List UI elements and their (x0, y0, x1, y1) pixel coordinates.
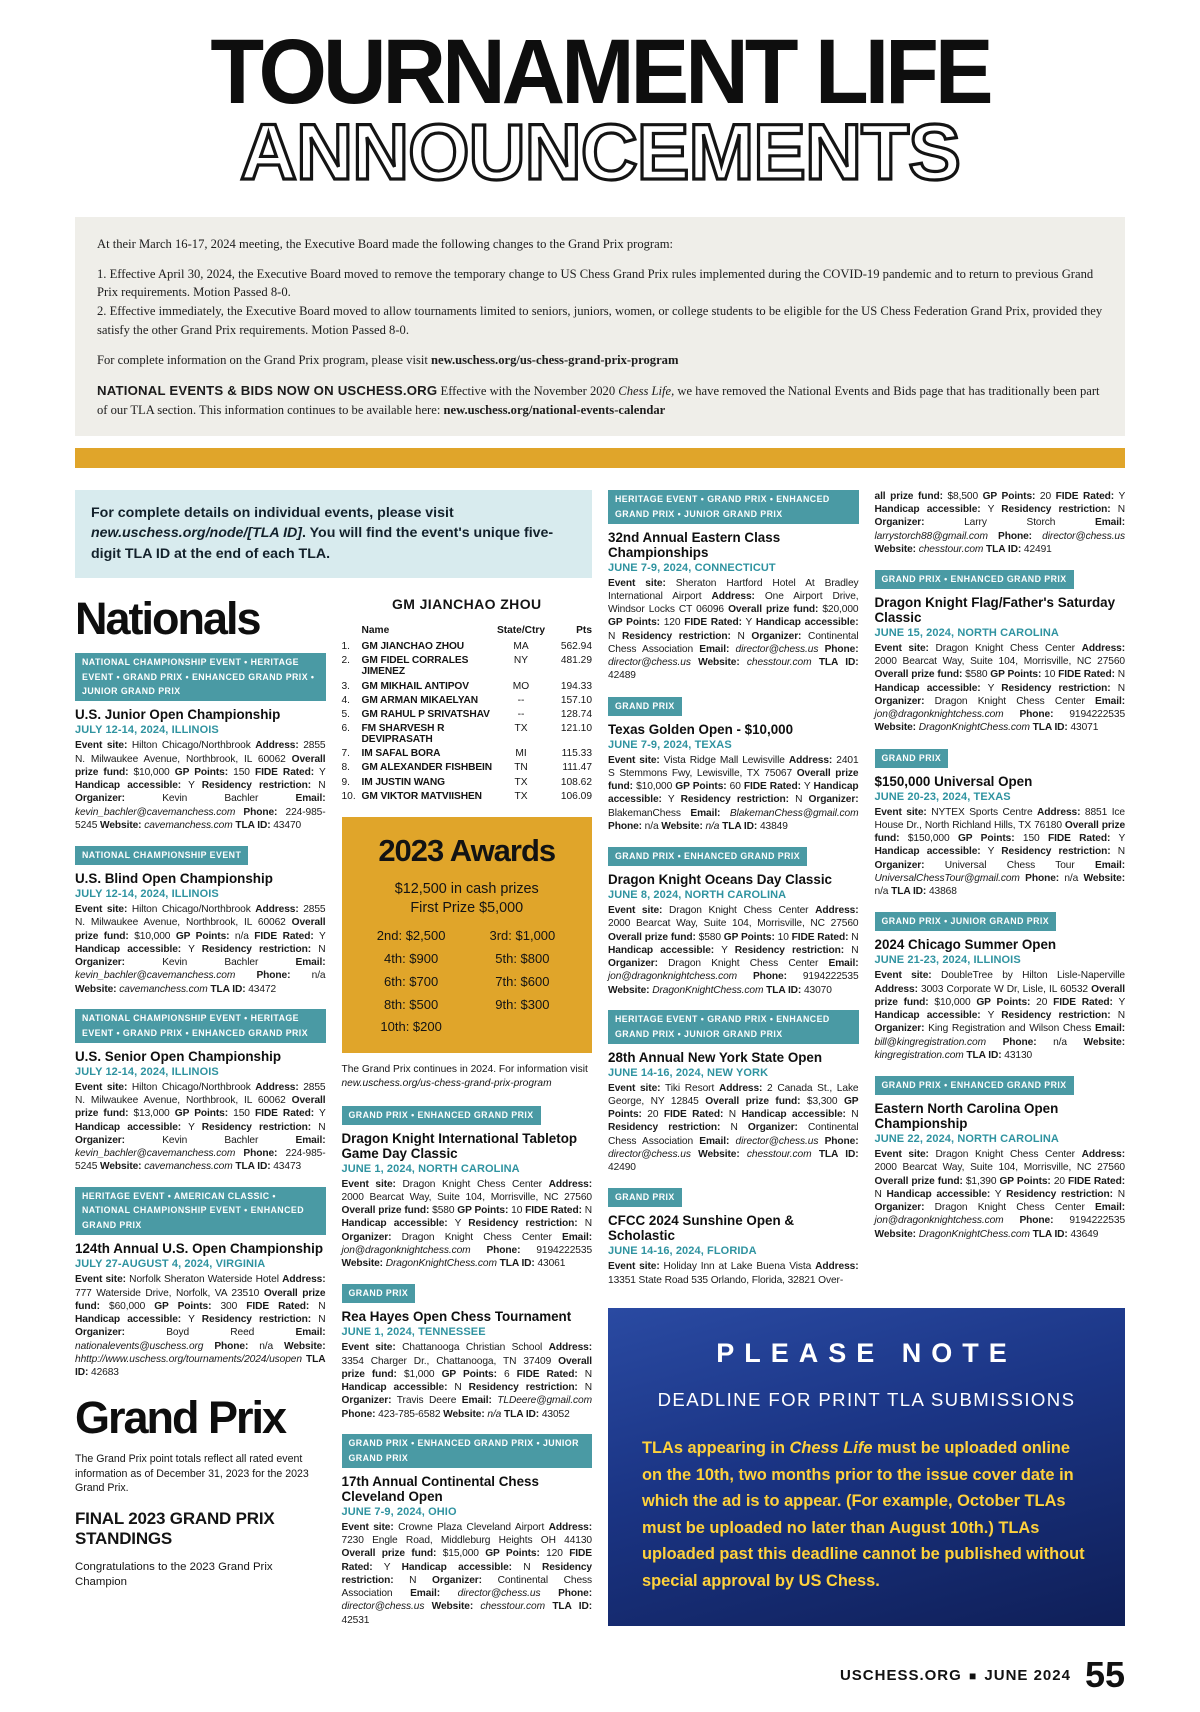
tla-event (875, 569, 1126, 735)
tla-title: 32nd Annual Eastern Class Championships (608, 529, 781, 560)
tla-id-info-box: For complete details on individual events, please visit new.uschess.org/node/[TLA ID]. You will find the event's unique five-digit TLA ID at the end of each TLA. (75, 490, 592, 578)
grand-prix-intro: The Grand Prix point totals reflect all rated event information as of December 31, 2023 for the 2023 Grand Prix. (75, 1453, 309, 1494)
tla-body: Event site: Dragon Knight Chess Center Address: 2000 Bearcat Way, Suite 104, Morrisville, NC 27560 Overall prize fund: $580 GP Points: 10 FIDE Rated: N Handicap accessible: Y Residency restriction: N Organizer: Dragon Knight Chess Center Email: jon@dragonknightchess.com Phone: 9194222535 Website: DragonKnightChess.com TLA ID: 43071 (874, 642, 1126, 734)
tla-badges: GRAND PRIX (342, 1284, 416, 1303)
tla-body: Event site: Hilton Chicago/Northbrook Address: 2855 N. Milwaukee Avenue, Northbrook, IL 60062 Overall prize fund: $13,000 GP Points: 150 FIDE Rated: Y Handicap accessible: Y Residency restriction: N Organizer: Kevin Bachler Email: kevin_bachler@cavemanchess.com Phone: 224-985-5245 Website: cavemanchess.com TLA ID: 43473 (75, 1081, 326, 1173)
table-header-row (342, 624, 593, 640)
tla-title: Rea Hayes Open Chess Tournament (341, 1309, 572, 1325)
tla-body: Event site: Dragon Knight Chess Center Address: 2000 Bearcat Way, Suite 104, Morrisville, NC 27560 Overall prize fund: $580 GP Points: 10 FIDE Rated: N Handicap accessible: Y Residency restriction: N Organizer: Dragon Knight Chess Center Email: jon@dragonknightchess.com Phone: 9194222535 Website: DragonKnightChess.com TLA ID: 43070 (608, 905, 859, 996)
tla-badges: NATIONAL CHAMPIONSHIP EVENT • HERITAGE EVENT • GRAND PRIX • ENHANCED GRAND PRIX • JUNIOR GRAND PRIX (75, 653, 326, 702)
tla-body: Event site: Dragon Knight Chess Center Address: 2000 Bearcat Way, Suite 104, Morrisville, NC 27560 Overall prize fund: $1,390 GP Points: 20 FIDE Rated: N Handicap accessible: Y Residency restriction: N Organizer: Dragon Knight Chess Center Email: jon@dragonknightchess.com Phone: 9194222535 Website: DragonKnightChess.com TLA ID: 43649 (874, 1149, 1126, 1240)
tla-date: JUNE 14-16, 2024, NEW YORK (608, 1066, 769, 1079)
please-note-body: TLAs appearing in Chess Life must be uploaded online on the 10th, two months prior to the issue cover date in which the ad is to appear. (For example, October TLAs must be uploaded no later than August 10th.) TLAs uploaded past this deadline cannot be published without special approval by US Chess. (642, 1438, 1085, 1590)
standings-title: FINAL 2023 GRAND PRIX STANDINGS (75, 1509, 275, 1548)
awards-cash-line: $12,500 in cash prizes (394, 881, 539, 898)
tla-body: Event site: Holiday Inn at Lake Buena Vista Address: 13351 State Road 535 Orlando, Florida, 32821 Over- (608, 1261, 859, 1286)
tla-event (342, 1434, 593, 1627)
tla-badges: GRAND PRIX • ENHANCED GRAND PRIX (608, 847, 807, 866)
awards-right-column (467, 925, 578, 1039)
table-row: 8. GM ALEXANDER FISHBEIN TN 111.47 (341, 762, 592, 774)
tla-body: Event site: NYTEX Sports Centre Address: 8851 Ice House Dr., North Richland Hills, TX 76180 Overall prize fund: $150,000 GP Points: 150 FIDE Rated: Y Handicap accessible: Y Residency restriction: N Organizer: Universal Chess Tour Email: UniversalChessTour@gmail.com Phone: n/a Website: n/a TLA ID: 43868 (874, 806, 1126, 898)
award-line: 5th: $800 (495, 951, 550, 967)
award-line: 7th: $600 (495, 973, 550, 989)
tla-event (875, 1075, 1126, 1241)
awards-first-prize: First Prize $5,000 (410, 900, 524, 917)
grand-prix-info-line: For complete information on the Grand Prix program, please visit new.uschess.org/us-chess-grand-prix-program (97, 353, 679, 368)
tla-title: 17th Annual Continental Chess Cleveland Open (341, 1473, 539, 1504)
tla-badges: GRAND PRIX • ENHANCED GRAND PRIX (342, 1106, 541, 1125)
tla-body: Event site: Tiki Resort Address: 2 Canada St., Lake George, NY 12845 Overall prize fund: $3,300 GP Points: 20 FIDE Rated: N Handicap accessible: N Residency restriction: N Organizer: Continental Chess Association Email: director@chess.us Phone: director@chess.us Website: chesstour.com TLA ID: 42490 (608, 1082, 859, 1174)
gold-divider-bar (75, 448, 1125, 468)
nationals-heading: Nationals (75, 592, 260, 644)
award-line: 3rd: $1,000 (489, 928, 556, 944)
award-line: 8th: $500 (384, 996, 439, 1012)
tla-date: JUNE 20-23, 2024, TEXAS (874, 790, 1011, 803)
page-title-line1: TOURNAMENT LIFE (210, 20, 990, 123)
tla-event (75, 653, 326, 833)
tla-date: JULY 12-14, 2024, ILLINOIS (75, 1065, 219, 1078)
please-note-subtitle: DEADLINE FOR PRINT TLA SUBMISSIONS (657, 1388, 1076, 1410)
tla-event (608, 846, 859, 997)
tla-title: 28th Annual New York State Open (608, 1049, 823, 1065)
tla-title: U.S. Junior Open Championship (75, 707, 281, 723)
tla-event (608, 696, 859, 833)
tla-date: JUNE 14-16, 2024, FLORIDA (608, 1245, 757, 1258)
tla-badges: GRAND PRIX • JUNIOR GRAND PRIX (875, 912, 1057, 931)
tla-date: JUNE 1, 2024, TENNESSEE (341, 1326, 486, 1339)
tla-badges: HERITAGE EVENT • GRAND PRIX • ENHANCED GRAND PRIX • JUNIOR GRAND PRIX (608, 490, 859, 524)
tla-event (342, 1105, 593, 1271)
tla-body: Event site: Hilton Chicago/Northbrook Address: 2855 N. Milwaukee Avenue, Northbrook, IL 60062 Overall prize fund: $10,000 GP Points: 150 FIDE Rated: Y Handicap accessible: Y Residency restriction: N Organizer: Kevin Bachler Email: kevin_bachler@cavemanchess.com Phone: 224-985-5245 Website: cavemanchess.com TLA ID: 43470 (75, 740, 326, 831)
tla-event (608, 490, 859, 683)
column-2 (342, 594, 593, 1640)
executive-board-notice (75, 217, 1125, 436)
tla-title: Dragon Knight International Tabletop Game Day Classic (341, 1130, 578, 1161)
name-header: Name (361, 624, 390, 636)
tla-date: JUNE 15, 2024, NORTH CAROLINA (874, 626, 1059, 639)
awards-title: 2023 Awards (378, 833, 556, 869)
footer-meta (840, 1667, 1071, 1690)
footer-site: USCHESS.ORG (839, 1667, 962, 1685)
square-icon: ■ (968, 1669, 978, 1684)
tla-body: Event site: Hilton Chicago/Northbrook Address: 2855 N. Milwaukee Avenue, Northbrook, IL 60062 Overall prize fund: $10,000 GP Points: n/a FIDE Rated: Y Handicap accessible: Y Residency restriction: N Organizer: Kevin Bachler Email: kevin_bachler@cavemanchess.com Phone: n/a Website: cavemanchess.com TLA ID: 43472 (75, 904, 326, 995)
tla-title: 2024 Chicago Summer Open (874, 937, 1057, 953)
tla-date: JUNE 21-23, 2024, ILLINOIS (874, 954, 1021, 967)
champion-name: GM JIANCHAO ZHOU (391, 595, 542, 612)
bids-heading: NATIONAL EVENTS & BIDS NOW ON USCHESS.ORG (97, 382, 438, 398)
tla-date: JUNE 1, 2024, NORTH CAROLINA (341, 1162, 520, 1175)
page-title-line2: ANNOUNCEMENTS (240, 106, 960, 196)
tla-event (875, 748, 1126, 899)
tla-badges: GRAND PRIX • ENHANCED GRAND PRIX (875, 570, 1074, 589)
grand-prix-standings-table (342, 624, 593, 804)
tla-badges: GRAND PRIX (875, 749, 949, 768)
award-line: 2nd: $2,500 (376, 928, 446, 944)
tla-body: Event site: DoubleTree by Hilton Lisle-Naperville Address: 3003 Corporate W Dr, Lisle, IL 60532 Overall prize fund: $10,000 GP Points: 20 FIDE Rated: Y Handicap accessible: Y Residency restriction: N Organizer: King Registration and Wilson Chess Email: bill@kingregistration.com Phone: n/a Website: kingregistration.com TLA ID: 43130 (874, 970, 1125, 1061)
tla-body: Event site: Chattanooga Christian School Address: 3354 Charger Dr., Chattanooga, TN 37409 Overall prize fund: $1,000 GP Points: 6 FIDE Rated: N Handicap accessible: N Residency restriction: N Organizer: Travis Deere Email: TLDeere@gmail.com Phone: 423-785-6582 Website: n/a TLA ID: 43052 (341, 1342, 593, 1420)
tla-event (75, 1187, 326, 1380)
tla-title: Dragon Knight Oceans Day Classic (608, 872, 832, 888)
intro-paragraph: At their March 16-17, 2024 meeting, the Executive Board made the following changes to the Grand Prix program: (97, 236, 674, 251)
intro-item-2: 2. Effective immediately, the Executive Board moved to allow tournaments limited to seniors, juniors, women, or college students to be eligible for the US Chess Federation Grand Prix, provided they satisfy the other Grand Prix requirements. Motion Passed 8-0. (97, 304, 1103, 338)
tla-date: JUNE 8, 2024, NORTH CAROLINA (608, 889, 787, 902)
please-note-title: PLEASE NOTE (716, 1337, 1017, 1368)
left-half (75, 490, 592, 1640)
tla-date: JUNE 7-9, 2024, TEXAS (608, 738, 732, 751)
tla-badges: GRAND PRIX (608, 1188, 682, 1207)
tla-badges: GRAND PRIX • ENHANCED GRAND PRIX • JUNIOR GRAND PRIX (342, 1434, 593, 1468)
table-row: 7. IM SAFAL BORA MI 115.33 (341, 748, 592, 760)
awards-left-column (356, 925, 467, 1039)
tla-title: $150,000 Universal Open (874, 773, 1033, 789)
award-line: 9th: $300 (495, 996, 550, 1012)
tla-title: Eastern North Carolina Open Championship (874, 1101, 1059, 1132)
table-row: 6. FM SHARVESH R DEVIPRASATH TX 121.10 (341, 723, 592, 746)
tla-badges: NATIONAL CHAMPIONSHIP EVENT (75, 846, 248, 865)
tla-date: JULY 27-AUGUST 4, 2024, VIRGINIA (75, 1258, 266, 1271)
table-row: 2. GM FIDEL CORRALES JIMENEZ NY 481.29 (341, 655, 592, 678)
tla-body-continuation: all prize fund: $8,500 GP Points: 20 FIDE Rated: Y Handicap accessible: Y Residency restriction: N Organizer: Larry Storch Email: larrystorch88@gmail.com Phone: director@chess.us Website: chesstour.com TLA ID: 42491 (874, 490, 1126, 555)
table-row: 5. GM RAHUL P SRIVATSHAV -- 128.74 (341, 708, 592, 720)
tla-columns (75, 490, 1125, 1640)
tla-date: JULY 12-14, 2024, ILLINOIS (75, 888, 219, 901)
table-row: 1. GM JIANCHAO ZHOU MA 562.94 (341, 641, 592, 653)
tla-badges: HERITAGE EVENT • GRAND PRIX • ENHANCED GRAND PRIX • JUNIOR GRAND PRIX (608, 1010, 859, 1044)
grand-prix-heading: Grand Prix (75, 1392, 286, 1444)
awards-grid (356, 925, 579, 1039)
tla-body: Event site: Crowne Plaza Cleveland Airport Address: 7230 Engle Road, Middleburg Heights OH 44130 Overall prize fund: $15,000 GP Points: 120 FIDE Rated: Y Handicap accessible: N Residency restriction: N Organizer: Continental Chess Association Email: director@chess.us Phone: director@chess.us Website: chesstour.com TLA ID: 42531 (341, 1521, 593, 1626)
tla-body: Event site: Dragon Knight Chess Center Address: 2000 Bearcat Way, Suite 104, Morrisville, NC 27560 Overall prize fund: $580 GP Points: 10 FIDE Rated: N Handicap accessible: Y Residency restriction: N Organizer: Dragon Knight Chess Center Email: jon@dragonknightchess.com Phone: 9194222535 Website: DragonKnightChess.com TLA ID: 43061 (341, 1178, 593, 1270)
page-footer (75, 1640, 1125, 1695)
tla-badges: NATIONAL CHAMPIONSHIP EVENT • HERITAGE EVENT • GRAND PRIX • ENHANCED GRAND PRIX (75, 1009, 326, 1043)
tla-event (75, 1009, 326, 1174)
masthead (75, 20, 1125, 196)
tla-title: 124th Annual U.S. Open Championship (75, 1241, 323, 1257)
table-row: 3. GM MIKHAIL ANTIPOV MO 194.33 (341, 680, 592, 692)
tla-event (608, 1010, 859, 1175)
grand-prix-continues-note: The Grand Prix continues in 2024. For information visit new.uschess.org/us-chess-grand-prix-program (341, 1064, 588, 1089)
tla-badges: GRAND PRIX • ENHANCED GRAND PRIX (875, 1076, 1074, 1095)
points-header: Pts (576, 624, 592, 636)
tla-title: U.S. Blind Open Championship (75, 871, 273, 887)
column-3 (608, 490, 859, 1300)
tla-title: CFCC 2024 Sunshine Open & Scholastic (608, 1213, 795, 1244)
national-events-bids-paragraph (97, 381, 1103, 420)
congratulations-line: Congratulations to the 2023 Grand Prix Champion (75, 1561, 273, 1589)
table-row: 4. GM ARMAN MIKAELYAN -- 157.10 (341, 694, 592, 706)
please-note-box (608, 1308, 1125, 1626)
tla-date: JULY 12-14, 2024, ILLINOIS (75, 724, 219, 737)
page-number: 55 (1084, 1653, 1125, 1695)
rank-header (342, 624, 362, 640)
awards-box (342, 817, 593, 1053)
tla-title: Texas Golden Open - $10,000 (608, 721, 794, 737)
tla-date: JUNE 7-9, 2024, OHIO (341, 1505, 457, 1518)
tla-event (875, 911, 1126, 1062)
intro-item-1: 1. Effective April 30, 2024, the Executive Board moved to remove the temporary change to US Chess Grand Prix rules implemented during the COVID-19 pandemic and to return to previous Grand Prix requirements. Motion Passed 8-0. (97, 266, 1094, 300)
column-1 (75, 594, 326, 1590)
bids-text: Effective with the November 2020 Chess Life, we have removed the National Events and Bids page that has traditionally been part of our TLA section. This information continues to be available here: new.uschess.org/national-events-calendar (97, 383, 1100, 417)
tla-event (75, 845, 326, 996)
table-row: 10. GM VIKTOR MATVIISHEN TX 106.09 (341, 790, 592, 802)
award-line: 10th: $200 (380, 1019, 442, 1035)
table-row: 9. IM JUSTIN WANG TX 108.62 (341, 776, 592, 788)
tla-date: JUNE 7-9, 2024, CONNECTICUT (608, 561, 776, 574)
tla-event (608, 1187, 859, 1286)
tla-body: Event site: Vista Ridge Mall Lewisville Address: 2401 S Stemmons Fwy, Lewisville, TX 75067 Overall prize fund: $10,000 GP Points: 60 FIDE Rated: Y Handicap accessible: Y Residency restriction: N Organizer: BlakemanChess Email: BlakemanChess@gmail.com Phone: n/a Website: n/a TLA ID: 43849 (608, 754, 859, 832)
tla-title: U.S. Senior Open Championship (75, 1048, 282, 1064)
tla-date: JUNE 22, 2024, NORTH CAROLINA (874, 1133, 1059, 1146)
tla-badges: GRAND PRIX (608, 697, 682, 716)
tla-body: Event site: Norfolk Sheraton Waterside Hotel Address: 777 Waterside Drive, Norfolk, VA 23510 Overall prize fund: $60,000 GP Points: 300 FIDE Rated: N Handicap accessible: Y Residency restriction: N Organizer: Boyd Reed Email: nationalevents@uschess.org Phone: n/a Website: hhttp://www.uschess.org/tournaments/2024/usopen TLA ID: 42683 (75, 1274, 326, 1379)
column-4 (875, 490, 1126, 1254)
award-line: 6th: $700 (384, 973, 439, 989)
state-header: State/Ctry (496, 624, 546, 636)
tla-badges: HERITAGE EVENT • AMERICAN CLASSIC • NATIONAL CHAMPIONSHIP EVENT • ENHANCED GRAND PRIX (75, 1187, 326, 1236)
right-half (608, 490, 1125, 1627)
tla-title: Dragon Knight Flag/Father's Saturday Classic (874, 594, 1116, 625)
award-line: 4th: $900 (384, 951, 439, 967)
tla-body: Event site: Sheraton Hartford Hotel At Bradley International Airport Address: One Airport Drive, Windsor Locks CT 06096 Overall prize fund: $20,000 GP Points: 120 FIDE Rated: Y Handicap accessible: N Residency restriction: N Organizer: Continental Chess Association Email: director@chess.us Phone: director@chess.us Website: chesstour.com TLA ID: 42489 (608, 577, 859, 682)
tla-event (342, 1283, 593, 1420)
footer-issue: JUNE 2024 (984, 1667, 1071, 1685)
